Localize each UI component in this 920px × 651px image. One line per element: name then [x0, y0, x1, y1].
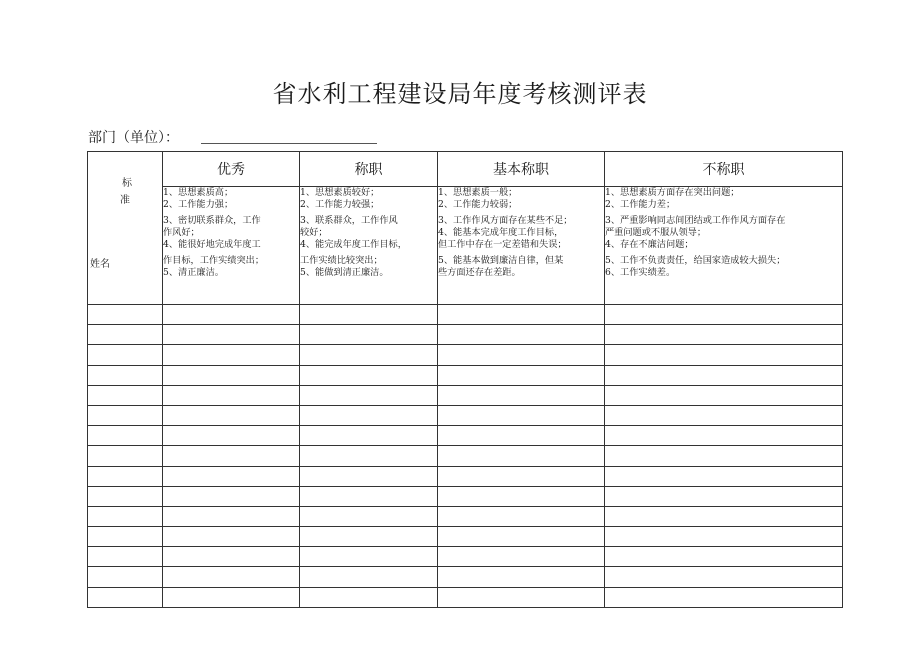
table-row [88, 365, 843, 385]
rating-cell[interactable] [605, 547, 843, 567]
table-row [88, 547, 843, 567]
rating-cell[interactable] [300, 486, 438, 506]
header-basically-competent: 基本称职 [438, 152, 605, 187]
rating-cell[interactable] [605, 506, 843, 526]
rating-cell[interactable] [438, 426, 605, 446]
department-input-line[interactable] [201, 143, 377, 144]
criteria-line: 5、能做到清正廉洁。 [300, 266, 389, 278]
criteria-line: 5、工作不负责责任，给国家造成较大损失； [605, 254, 786, 266]
criteria-competent [300, 187, 438, 305]
name-cell[interactable] [88, 325, 163, 345]
table-row [88, 426, 843, 446]
rating-cell[interactable] [438, 587, 605, 607]
table-row [88, 486, 843, 506]
criteria-line: 6、工作实绩差。 [605, 266, 676, 278]
criteria-line: 4、存在不廉洁问题； [605, 238, 694, 250]
rating-cell[interactable] [300, 587, 438, 607]
rating-cell[interactable] [163, 527, 300, 547]
criteria-line: 3、工作作风方面存在某些不足； [438, 214, 573, 226]
criteria-basically-competent [438, 187, 605, 305]
table-row [88, 446, 843, 466]
header-row [88, 152, 843, 187]
rating-cell[interactable] [605, 466, 843, 486]
name-cell[interactable] [88, 466, 163, 486]
table-row [88, 325, 843, 345]
rating-cell[interactable] [300, 305, 438, 325]
rating-cell[interactable] [438, 506, 605, 526]
rating-cell[interactable] [438, 365, 605, 385]
name-label: 姓名 [90, 259, 110, 270]
name-cell[interactable] [88, 365, 163, 385]
table-row [88, 567, 843, 587]
rating-cell[interactable] [163, 466, 300, 486]
rating-cell[interactable] [605, 446, 843, 466]
criteria-line: 3、联系群众，工作作风 [300, 214, 398, 226]
criteria-incompetent [605, 187, 843, 305]
rating-cell[interactable] [163, 506, 300, 526]
table-row [88, 466, 843, 486]
rating-cell[interactable] [300, 446, 438, 466]
rating-cell[interactable] [605, 345, 843, 365]
header-competent: 称职 [300, 152, 438, 187]
criteria-line: 些方面还存在差距。 [438, 266, 521, 278]
table-row [88, 506, 843, 526]
rating-cell[interactable] [438, 547, 605, 567]
rating-cell[interactable] [605, 405, 843, 425]
name-cell[interactable] [88, 567, 163, 587]
rating-cell[interactable] [605, 527, 843, 547]
criteria-line: 3、严重影响同志间团结或工作作风方面存在 [605, 214, 786, 226]
criteria-line: 5、清正廉洁。 [163, 266, 224, 278]
rating-cell[interactable] [300, 506, 438, 526]
header-excellent: 优秀 [163, 152, 300, 187]
criteria-line: 3、密切联系群众，工作 [163, 214, 261, 226]
table-row [88, 527, 843, 547]
criteria-line: 2、工作能力差； [605, 198, 676, 210]
rating-cell[interactable] [605, 567, 843, 587]
rating-cell[interactable] [163, 345, 300, 365]
page-title: 省水利工程建设局年度考核测评表 [272, 80, 648, 108]
rating-cell[interactable] [163, 446, 300, 466]
criteria-line: 2、工作能力强； [163, 198, 234, 210]
rating-cell[interactable] [438, 305, 605, 325]
name-cell[interactable] [88, 547, 163, 567]
table-row [88, 405, 843, 425]
rating-cell[interactable] [163, 426, 300, 446]
rating-cell[interactable] [163, 486, 300, 506]
rating-cell[interactable] [300, 547, 438, 567]
name-cell[interactable] [88, 587, 163, 607]
rating-cell[interactable] [438, 405, 605, 425]
table-row [88, 587, 843, 607]
rating-cell[interactable] [605, 426, 843, 446]
corner-cell [88, 152, 163, 305]
rating-cell[interactable] [605, 385, 843, 405]
rating-cell[interactable] [163, 365, 300, 385]
rating-cell[interactable] [300, 385, 438, 405]
table-row [88, 305, 843, 325]
rating-cell[interactable] [605, 587, 843, 607]
rating-cell[interactable] [438, 385, 605, 405]
criteria-line: 1、思想素质高； [163, 187, 234, 198]
name-cell[interactable] [88, 486, 163, 506]
standard-label-bottom: 准 [120, 195, 130, 206]
rating-cell[interactable] [438, 527, 605, 547]
rating-cell[interactable] [163, 325, 300, 345]
criteria-line: 4、能很好地完成年度工 [163, 238, 261, 250]
rating-cell[interactable] [300, 345, 438, 365]
rating-cell[interactable] [605, 486, 843, 506]
criteria-line: 严重问题或不服从领导； [605, 226, 707, 238]
rating-cell[interactable] [163, 305, 300, 325]
rating-cell[interactable] [605, 365, 843, 385]
rating-cell[interactable] [438, 325, 605, 345]
criteria-line: 2、工作能力较强； [300, 198, 380, 210]
criteria-line: 4、能基本完成年度工作目标， [438, 226, 564, 238]
name-cell[interactable] [88, 385, 163, 405]
criteria-line: 4、能完成年度工作目标， [300, 238, 407, 250]
rating-cell[interactable] [438, 446, 605, 466]
evaluation-table [87, 151, 843, 608]
rating-cell[interactable] [438, 466, 605, 486]
rating-cell[interactable] [300, 567, 438, 587]
rating-cell[interactable] [438, 345, 605, 365]
name-cell[interactable] [88, 426, 163, 446]
rating-cell[interactable] [300, 527, 438, 547]
table-row [88, 385, 843, 405]
rating-cell[interactable] [438, 567, 605, 587]
criteria-line: 1、思想素质方面存在突出问题； [605, 187, 740, 198]
header-incompetent: 不称职 [605, 152, 843, 187]
rating-cell[interactable] [300, 365, 438, 385]
name-cell[interactable] [88, 527, 163, 547]
rating-cell[interactable] [163, 547, 300, 567]
rating-cell[interactable] [163, 405, 300, 425]
name-cell[interactable] [88, 345, 163, 365]
criteria-line: 1、思想素质较好； [300, 187, 380, 198]
criteria-line: 工作实绩比较突出； [300, 254, 383, 266]
table-row [88, 345, 843, 365]
name-cell[interactable] [88, 506, 163, 526]
criteria-excellent [163, 187, 300, 305]
department-label: 部门（单位）： [88, 130, 179, 146]
criteria-line: 较好； [300, 226, 328, 238]
criteria-line: 5、能基本做到廉洁自律，但某 [438, 254, 564, 266]
name-cell[interactable] [88, 405, 163, 425]
rating-cell[interactable] [163, 567, 300, 587]
criteria-line: 作目标，工作实绩突出； [163, 254, 265, 266]
criteria-line: 2、工作能力较弱； [438, 198, 518, 210]
rating-cell[interactable] [163, 587, 300, 607]
name-cell[interactable] [88, 446, 163, 466]
criteria-line: 但工作中存在一定差错和失误； [438, 238, 567, 250]
rating-cell[interactable] [605, 305, 843, 325]
rating-cell[interactable] [300, 325, 438, 345]
rating-cell[interactable] [300, 466, 438, 486]
rating-cell[interactable] [300, 405, 438, 425]
criteria-line: 作风好； [163, 226, 200, 238]
name-cell[interactable] [88, 305, 163, 325]
criteria-row [88, 187, 843, 305]
rating-cell[interactable] [300, 426, 438, 446]
rating-cell[interactable] [163, 385, 300, 405]
standard-label-top: 标 [122, 178, 132, 189]
criteria-line: 1、思想素质一般； [438, 187, 518, 198]
rating-cell[interactable] [438, 486, 605, 506]
rating-cell[interactable] [605, 325, 843, 345]
